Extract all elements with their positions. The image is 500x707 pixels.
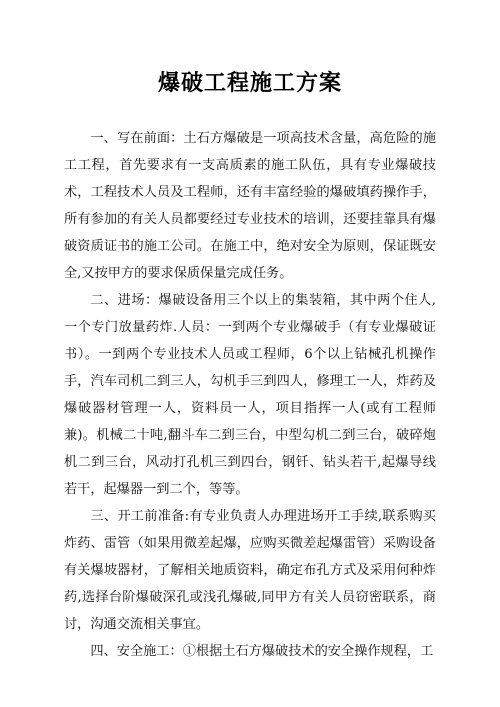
page-title: 爆破工程施工方案 <box>157 71 342 96</box>
paragraph-introduction: 一、写在前面：土石方爆破是一项高技术含量，高危险的施工工程，首先要求有一支高质素的施工队伍，具有专业爆破技术，工程技术人员及工程师，还有丰富经验的爆破填药操作手，所有参加的有关人员都要经过专业技术的培训，还要挂靠具有爆破资质证书的施工公司。在施工中，绝对安全为原则，保证既安全,又按甲方的要求保质保量完成任务。 <box>64 131 436 281</box>
paragraph-safety: 四、安全施工：①根据土石方爆破技术的安全操作规程，工 <box>90 644 434 659</box>
document-body <box>64 125 436 665</box>
paragraph-preparation: 三、开工前准备:有专业负责人办理进场开工手续,联系购买炸药、雷管（如果用微差起爆，应购买微差起爆雷管）采购设备有关爆坡器材，了解相关地质资料，确定布孔方式及采用何种炸药,选择台阶爆破深孔或浅孔爆破,同甲方有关人员窃密联系，商讨，沟通交流相关事宜。 <box>64 509 436 632</box>
paragraph-site-entry: 二、进场：爆破设备用三个以上的集装箱，其中两个住人,一个专门放量药炸.人员：一到两个专业爆破手（有专业爆破证书）。一到两个专业技术人员或工程师，6个以上钻械孔机操作手，汽车司机二到三人，勾机手三到四人，修理工一人，炸药及爆破器材管理一人，资料员一人，项目指挥一人(或有工程师兼)。机械二十吨,翻斗车二到三台，中型勾机二到三台，破碎炮机二到三台，风动打孔机三到四台，钢钎、钻头若干,起爆导线若干，起爆器一到二个，等等。 <box>64 293 436 497</box>
